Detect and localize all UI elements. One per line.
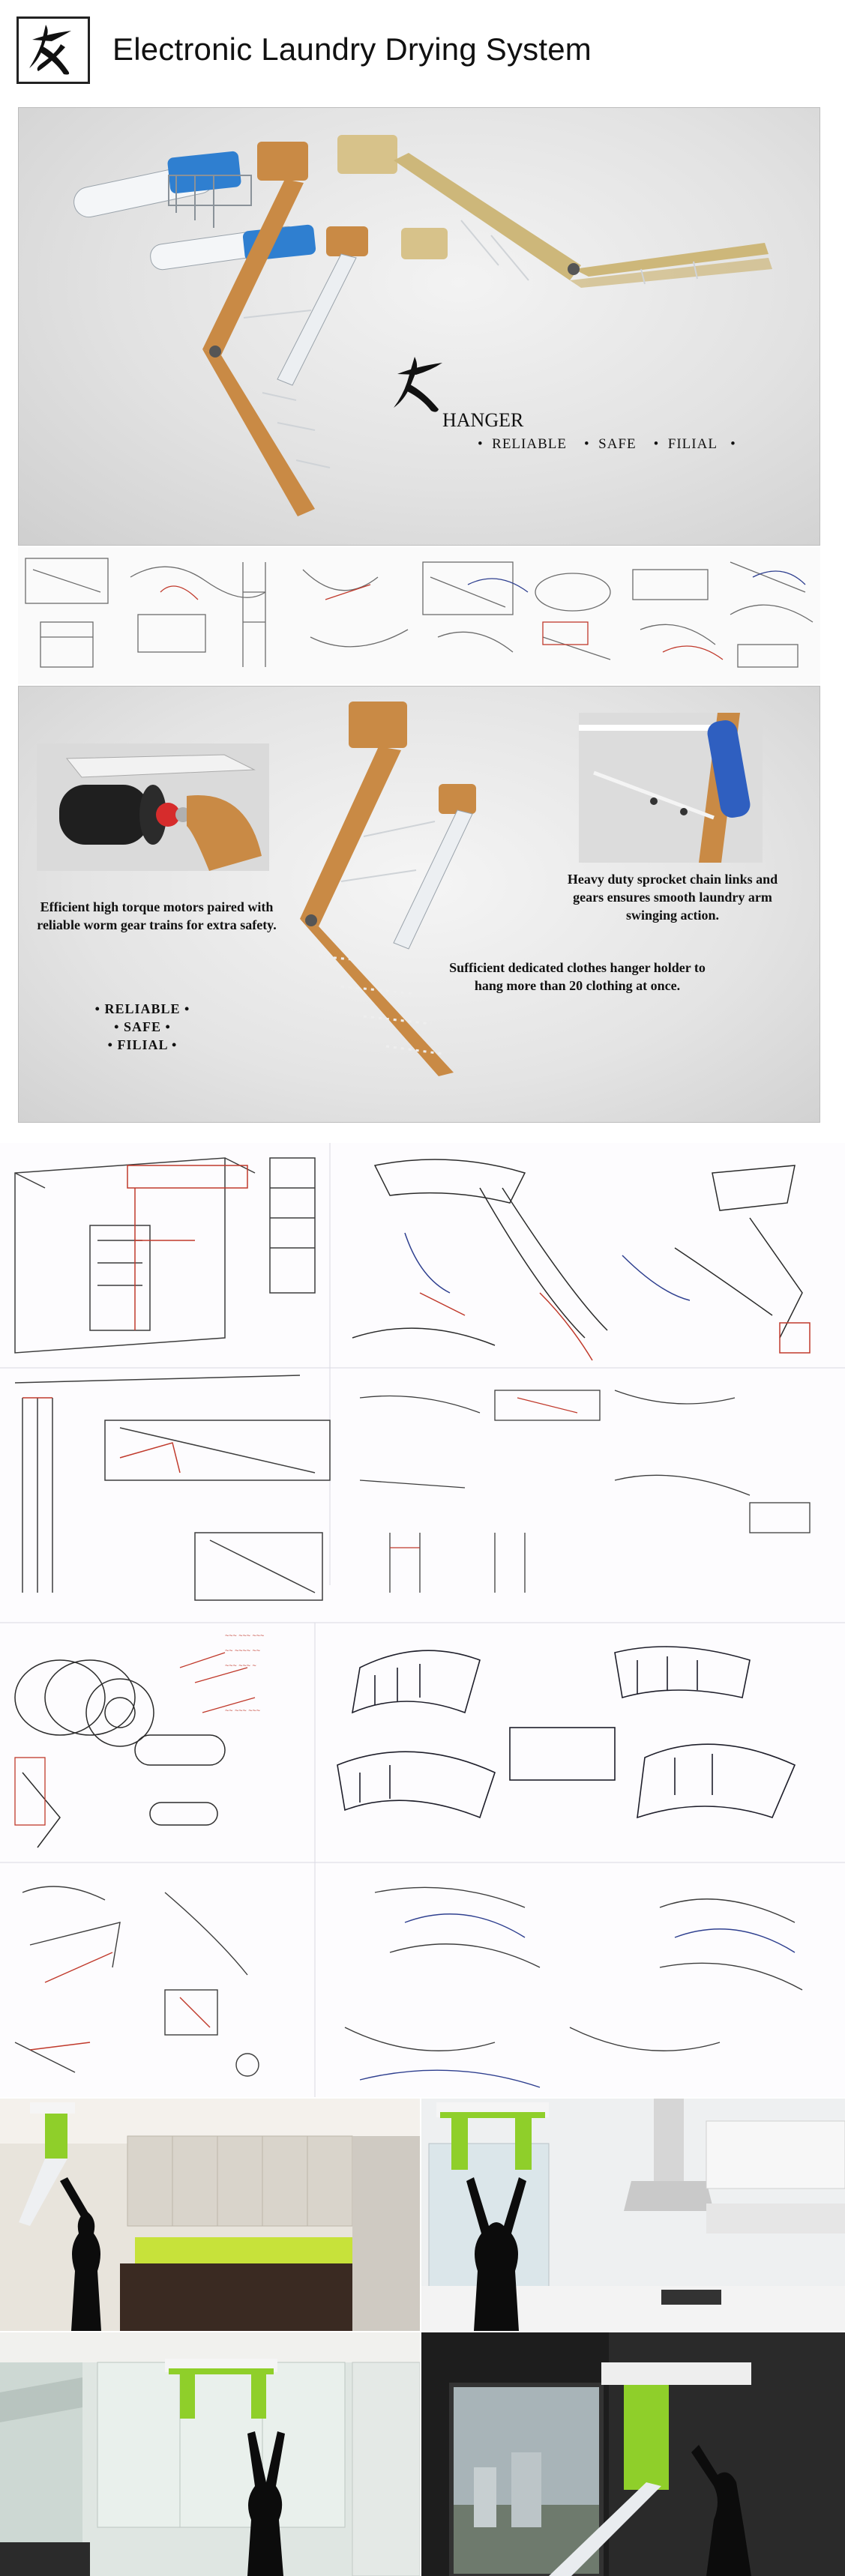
brush-stroke-logo-icon: [19, 19, 88, 82]
tagline-filial: FILIAL: [667, 436, 718, 452]
arm-render: [274, 687, 521, 1076]
page-title: Electronic Laundry Drying System: [112, 31, 592, 67]
sprocket-caption: Heavy duty sprocket chain links and gears ensures smooth laundry arm swinging action.: [567, 872, 778, 923]
hero-render-panel: [18, 107, 820, 546]
hero-taglines: [478, 436, 736, 453]
product-render-illustration: [19, 108, 820, 546]
motor-caption: Efficient high torque motors paired with reliable worm gear trains for extra safety.: [37, 899, 277, 932]
bullet: •: [730, 436, 736, 452]
bullet: •: [653, 436, 660, 452]
brand-mark-text: HANGER: [442, 409, 524, 431]
features-panel: [18, 686, 820, 1123]
values-list: [94, 1000, 191, 1054]
tagline-reliable: RELIABLE: [492, 436, 567, 452]
svg-text:~~~ ~~~ ~~~: ~~~ ~~~ ~~~: [225, 1632, 265, 1639]
photo-window-city: [421, 2332, 845, 2576]
sketch-strip: [18, 547, 820, 684]
sketch-sheet: [0, 1143, 845, 2097]
sprocket-render: [579, 713, 763, 863]
value-item-reliable: • RELIABLE •: [94, 1001, 190, 1016]
bullet: •: [478, 436, 484, 452]
logo-box: [16, 16, 90, 84]
bullet: •: [583, 436, 590, 452]
svg-text:~~~ ~~~ ~: ~~~ ~~~ ~: [225, 1662, 256, 1669]
svg-text:~~ ~~~ ~~~: ~~ ~~~ ~~~: [225, 1707, 261, 1714]
motor-render: [37, 743, 269, 871]
holder-caption: Sufficient dedicated clothes hanger holder to hang more than 20 clothing at once.: [449, 960, 706, 993]
photo-kitchen-bright: [421, 2099, 845, 2331]
value-item-filial: • FILIAL •: [107, 1037, 178, 1052]
tagline-safe: SAFE: [598, 436, 637, 452]
photo-kitchen-dark: [0, 2099, 420, 2331]
concept-sketches-strip: [18, 547, 820, 684]
design-sketches: [0, 1143, 845, 2097]
photo-balcony-window: [0, 2332, 420, 2576]
value-item-safe: • SAFE •: [114, 1019, 171, 1034]
svg-text:~~ ~~~~ ~~: ~~ ~~~~ ~~: [225, 1647, 261, 1654]
